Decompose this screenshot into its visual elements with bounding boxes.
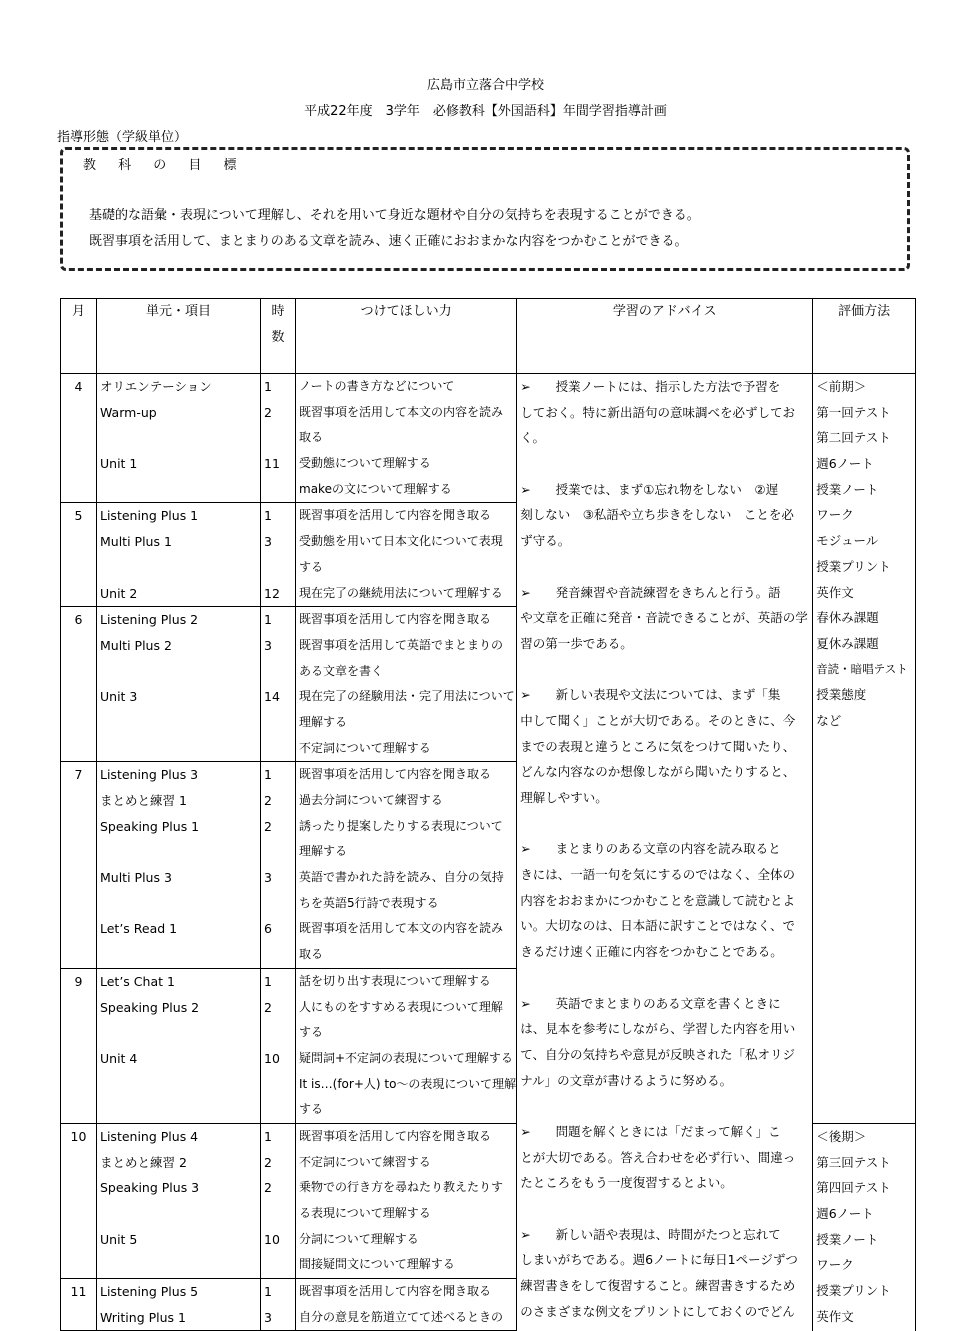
- evaluation-item: 授業プリント: [816, 558, 891, 574]
- unit-item: [97, 659, 260, 685]
- unit-cell: [97, 968, 261, 1123]
- header-unit: 単元・項目: [97, 299, 261, 374]
- hours-value: [261, 477, 295, 503]
- month-value: 9: [74, 973, 83, 989]
- header-skills: つけてほしい力: [296, 299, 517, 374]
- header-evaluation: 評価方法: [813, 299, 916, 374]
- hours-value: 11: [264, 456, 280, 472]
- skill-item: 受動態を用いて日本文化について表現: [299, 534, 503, 549]
- skill-item: 既習事項を活用して内容を聞き取る: [299, 1284, 492, 1299]
- advice-line: しまいがちである。週6ノートに毎日1ページずつ: [520, 1252, 798, 1268]
- advice-line: 習の第一歩である。: [520, 635, 633, 651]
- evaluation-first-half-cell: [813, 374, 916, 1124]
- skill-item: 既習事項を活用して内容を聞き取る: [299, 1128, 492, 1143]
- evaluation-item: 週6ノート: [816, 1206, 874, 1221]
- skills-cell: [296, 374, 517, 503]
- hours-value: [261, 839, 295, 865]
- skill-item: 既習事項を活用して英語でまとまりの: [299, 637, 504, 652]
- month-cell: [61, 607, 97, 762]
- month-cell: [61, 968, 97, 1123]
- advice-line: [517, 965, 812, 991]
- skill-item: 不定詞について練習する: [299, 1154, 431, 1169]
- hours-value: [261, 1072, 295, 1098]
- advice-line: 中して聞く」ことが大切である。そのときに、今: [520, 712, 796, 728]
- header-advice: 学習のアドバイス: [517, 299, 813, 374]
- advice-line: とが大切である。答え合わせを必ず行い、間違っ: [520, 1149, 796, 1165]
- hours-cell: [261, 968, 296, 1123]
- unit-item: [97, 891, 260, 917]
- evaluation-item: 第一回テスト: [816, 404, 891, 420]
- advice-line: までの表現と違うところに気をつけて聞いたり、: [520, 738, 796, 754]
- advice-line: たところをもう一度復習するとよい。: [520, 1175, 733, 1191]
- unit-item: まとめと練習 1: [100, 793, 187, 808]
- unit-item: Speaking Plus 1: [100, 818, 200, 834]
- skill-item: 取る: [299, 430, 324, 445]
- evaluation-item: 授業プリント: [816, 1283, 891, 1299]
- unit-item: [97, 1097, 260, 1123]
- unit-item: Unit 2: [100, 585, 138, 601]
- month-value: 10: [70, 1128, 87, 1144]
- unit-item: [97, 839, 260, 865]
- hours-value: [261, 425, 295, 451]
- hours-value: 3: [264, 534, 272, 550]
- advice-line: て、自分の気持ちや意見が反映された「私オリジ: [520, 1046, 795, 1062]
- unit-item: Unit 4: [100, 1050, 138, 1066]
- unit-item: まとめと練習 2: [100, 1154, 187, 1170]
- unit-item: Listening Plus 5: [100, 1284, 199, 1300]
- skill-item: 既習事項を活用して本文の内容を読み: [299, 921, 504, 936]
- skills-cell: [296, 968, 517, 1123]
- hours-value: 1: [264, 1128, 272, 1144]
- month-value: 5: [74, 508, 83, 524]
- evaluation-item: 週6ノート: [816, 456, 874, 472]
- advice-line: きには、一語一句を気にするのではなく、全体の: [520, 867, 795, 883]
- evaluation-item: 英作文: [816, 584, 854, 600]
- unit-cell: [97, 1123, 261, 1278]
- unit-item: [97, 555, 260, 581]
- unit-item: Listening Plus 1: [100, 508, 199, 524]
- unit-item: Unit 5: [100, 1231, 138, 1247]
- skill-item: 既習事項を活用して本文の内容を読み: [299, 404, 504, 419]
- advice-line: [517, 657, 812, 683]
- evaluation-item: 授業態度: [816, 687, 867, 703]
- evaluation-item: 音読・暗唱テスト: [816, 661, 908, 676]
- hours-value: 2: [264, 1154, 272, 1170]
- month-value: 4: [74, 379, 83, 394]
- skills-cell: [296, 1279, 517, 1331]
- evaluation-item: モジュール: [816, 533, 879, 549]
- advice-line: 内容をおおまかにつかむことを意識して読むとよ: [520, 892, 795, 908]
- unit-cell: [97, 374, 261, 503]
- skills-cell: [296, 1123, 517, 1278]
- header-hours-1: 時: [271, 304, 285, 319]
- document-title: 平成22年度 3学年 必修教科【外国語科】年間学習指導計画: [304, 104, 667, 119]
- advice-line: ➢ 英語でまとまりのある文章を書くときに: [520, 995, 781, 1011]
- advice-line: きるだけ速く正確に内容をつかむことである。: [520, 944, 783, 960]
- hours-value: [261, 942, 295, 968]
- instruction-form-label: 指導形態（学級単位）: [57, 130, 188, 145]
- skill-item: 乗物での行き方を尋ねたり教えたりす: [299, 1180, 504, 1195]
- skill-item: 既習事項を活用して内容を聞き取る: [299, 612, 492, 627]
- hours-value: 14: [264, 689, 280, 705]
- table-row: [61, 374, 916, 503]
- month-value: 11: [70, 1284, 87, 1300]
- unit-item: Unit 1: [100, 456, 138, 472]
- skill-item: する: [299, 559, 324, 574]
- advice-line: ➢ まとまりのある文章の内容を読み取ると: [520, 841, 781, 857]
- hours-value: 3: [264, 1309, 272, 1325]
- unit-item: Unit 3: [100, 689, 138, 705]
- unit-cell: [97, 1279, 261, 1331]
- hours-value: 1: [264, 612, 272, 628]
- hours-value: 1: [264, 767, 272, 783]
- skills-cell: [296, 762, 517, 969]
- evaluation-item: ワーク: [816, 1257, 854, 1273]
- unit-item: [97, 710, 260, 736]
- skill-item: 既習事項を活用して内容を聞き取る: [299, 508, 492, 523]
- header-month: 月: [61, 299, 97, 374]
- hours-value: 2: [264, 818, 272, 834]
- unit-item: [97, 736, 260, 762]
- advice-line: [517, 554, 812, 580]
- unit-item: [97, 942, 260, 968]
- unit-item: Multi Plus 1: [100, 534, 172, 550]
- skill-item: 不定詞について理解する: [299, 740, 431, 755]
- hours-value: 3: [264, 637, 272, 653]
- skill-item: 疑問詞+不定詞の表現について理解する: [299, 1050, 513, 1065]
- annual-plan-table: [60, 298, 916, 1331]
- hours-value: 2: [264, 793, 272, 808]
- skill-item: 分詞について理解する: [299, 1231, 419, 1246]
- advice-line: [517, 1093, 812, 1119]
- month-cell: [61, 762, 97, 969]
- unit-item: Let’s Chat 1: [100, 973, 175, 989]
- evaluation-item: 第四回テスト: [816, 1180, 891, 1196]
- skills-cell: [296, 503, 517, 607]
- evaluation-item: 英作文: [816, 1308, 854, 1324]
- hours-value: [261, 891, 295, 917]
- advice-line: [517, 1196, 812, 1222]
- skill-item: 誘ったり提案したりする表現について: [299, 818, 503, 833]
- hours-value: [261, 736, 295, 762]
- skill-item: 取る: [299, 947, 324, 962]
- hours-value: 1: [264, 1284, 272, 1300]
- unit-item: Multi Plus 3: [100, 870, 172, 886]
- hours-value: 1: [264, 508, 272, 524]
- hours-value: [261, 555, 295, 581]
- unit-item: [97, 425, 260, 451]
- month-cell: [61, 374, 97, 503]
- unit-item: オリエンテーション: [100, 379, 212, 394]
- advice-line: や文章を正確に発音・音読できることが、英語の学: [520, 610, 808, 626]
- advice-line: い。大切なのは、日本語に訳すことではなく、で: [520, 918, 795, 934]
- advice-line: どんな内容なのか想像しながら聞いたりすると、: [520, 764, 796, 780]
- advice-line: ➢ 授業では、まず①忘れ物をしない ②遅: [520, 481, 779, 497]
- hours-value: 2: [264, 1180, 272, 1196]
- skill-item: 自分の意見を筋道立てて述べるときの: [299, 1309, 504, 1324]
- month-value: 6: [74, 612, 83, 628]
- advice-line: ➢ 新しい語や表現は、時間がたつと忘れて: [520, 1226, 781, 1242]
- hours-value: 2: [264, 404, 272, 420]
- skill-item: ノートの書き方などについて: [299, 379, 455, 393]
- advice-line: く。: [520, 430, 545, 446]
- evaluation-item: 第二回テスト: [816, 430, 891, 446]
- hours-value: [261, 1097, 295, 1123]
- hours-cell: [261, 762, 296, 969]
- unit-item: [97, 477, 260, 503]
- hours-value: [261, 710, 295, 736]
- hours-value: [261, 1020, 295, 1046]
- skill-item: 英語で書かれた詩を読み、自分の気持: [299, 870, 504, 885]
- evaluation-item: 授業ノート: [816, 1231, 879, 1247]
- hours-value: 6: [264, 921, 272, 937]
- unit-item: Listening Plus 4: [100, 1128, 199, 1144]
- unit-item: [97, 1072, 260, 1098]
- skill-item: 既習事項を活用して内容を聞き取る: [299, 767, 492, 782]
- advice-line: は、見本を参考にしながら、学習した内容を用い: [520, 1021, 796, 1037]
- advice-line: 理解しやすい。: [520, 790, 608, 805]
- skill-item: る表現について理解する: [299, 1206, 431, 1220]
- school-name: 広島市立落合中学校: [426, 78, 544, 93]
- hours-value: 10: [264, 1050, 280, 1066]
- hours-value: [261, 659, 295, 685]
- skill-item: 現在完了の継続用法について理解する: [299, 585, 503, 600]
- skill-item: する: [299, 1102, 324, 1117]
- unit-item: [97, 1201, 260, 1227]
- skill-item: ちを英語5行詩で表現する: [299, 895, 439, 910]
- skill-item: 話を切り出す表現について理解する: [299, 973, 491, 988]
- hours-cell: [261, 1279, 296, 1331]
- skill-item: 受動態について理解する: [299, 456, 431, 471]
- skill-item: 間接疑問文について理解する: [299, 1257, 455, 1272]
- advice-line: [517, 451, 812, 477]
- advice-line: ず守る。: [520, 533, 571, 549]
- skill-item: It is…(for+人) to～の表現について理解: [299, 1076, 517, 1091]
- evaluation-item: 春休み課題: [816, 610, 879, 626]
- unit-item: Listening Plus 2: [100, 612, 199, 628]
- unit-item: [97, 1252, 260, 1278]
- skill-item: 人にものをすすめる表現について理解: [299, 999, 503, 1014]
- unit-item: Writing Plus 1: [100, 1309, 186, 1325]
- skill-item: 理解する: [299, 844, 348, 859]
- header-hours: [261, 299, 296, 374]
- month-cell: [61, 1279, 97, 1331]
- hours-value: 12: [264, 585, 280, 601]
- evaluation-item: 夏休み課題: [816, 635, 879, 651]
- advice-line: ナル」の文章が書けるように努める。: [520, 1072, 733, 1088]
- unit-item: Listening Plus 3: [100, 767, 199, 783]
- hours-cell: [261, 1123, 296, 1278]
- evaluation-item: 第三回テスト: [816, 1154, 891, 1170]
- advice-line: のさまざまな例文をプリントにしておくのでどん: [520, 1303, 795, 1319]
- month-cell: [61, 1123, 97, 1278]
- skills-cell: [296, 607, 517, 762]
- advice-line: ➢ 問題を解くときには「だまって解く」こ: [520, 1123, 781, 1139]
- hours-value: 2: [264, 999, 272, 1015]
- unit-item: Speaking Plus 2: [100, 999, 200, 1015]
- evaluation-item: 授業ノート: [816, 481, 879, 497]
- advice-line: 刻しない ③私語や立ち歩きをしない ことを必: [520, 507, 794, 523]
- hours-value: 1: [264, 973, 272, 989]
- advice-line: ➢ 発音練習や音読練習をきちんと行う。語: [520, 584, 781, 600]
- header-hours-2: 数: [271, 330, 285, 345]
- evaluation-item: ＜後期＞: [816, 1128, 867, 1144]
- skill-item: する: [299, 1025, 324, 1040]
- advice-line: [517, 811, 812, 837]
- goal-line-1: 基礎的な語彙・表現について理解し、それを用いて身近な題材や自分の気持ちを表現することができる。: [89, 208, 700, 223]
- goals-heading: 教 科 の 目 標: [83, 158, 246, 173]
- advice-line: しておく。特に新出語句の意味調べを必ずしてお: [520, 404, 795, 420]
- skill-item: ある文章を書く: [299, 663, 384, 678]
- evaluation-item: ＜前期＞: [816, 379, 867, 394]
- hours-value: [261, 1252, 295, 1278]
- hours-cell: [261, 503, 296, 607]
- hours-value: 1: [264, 379, 272, 394]
- unit-cell: [97, 762, 261, 969]
- unit-item: [97, 1020, 260, 1046]
- goal-line-2: 既習事項を活用して、まとまりのある文章を読み、速く正確におおまかな内容をつかむことができる。: [89, 234, 688, 249]
- table-header-row: [61, 299, 916, 374]
- skill-item: 過去分詞について練習する: [299, 793, 443, 807]
- evaluation-item: など: [816, 712, 842, 728]
- skill-item: makeの文について理解する: [299, 481, 452, 496]
- month-value: 7: [74, 767, 83, 783]
- hours-cell: [261, 374, 296, 503]
- unit-cell: [97, 607, 261, 762]
- hours-value: 10: [264, 1231, 280, 1247]
- advice-line: 練習書きをして復習すること。練習書きするため: [520, 1278, 796, 1294]
- hours-value: 3: [264, 870, 272, 886]
- hours-cell: [261, 607, 296, 762]
- month-cell: [61, 503, 97, 607]
- subject-goals-box: [60, 147, 910, 271]
- evaluation-second-half-cell: [813, 1123, 916, 1331]
- advice-line: ➢ 新しい表現や文法については、まず「集: [520, 687, 781, 703]
- skill-item: 理解する: [299, 714, 348, 729]
- unit-item: Multi Plus 2: [100, 637, 172, 653]
- unit-item: Warm-up: [100, 404, 157, 420]
- evaluation-item: ワーク: [816, 507, 854, 523]
- advice-line: ➢ 授業ノートには、指示した方法で予習を: [520, 379, 781, 394]
- unit-item: Speaking Plus 3: [100, 1180, 200, 1196]
- advice-cell: [517, 374, 813, 1331]
- unit-item: Let’s Read 1: [100, 921, 178, 937]
- hours-value: [261, 1201, 295, 1227]
- skill-item: 現在完了の経験用法・完了用法について: [299, 689, 515, 704]
- unit-cell: [97, 503, 261, 607]
